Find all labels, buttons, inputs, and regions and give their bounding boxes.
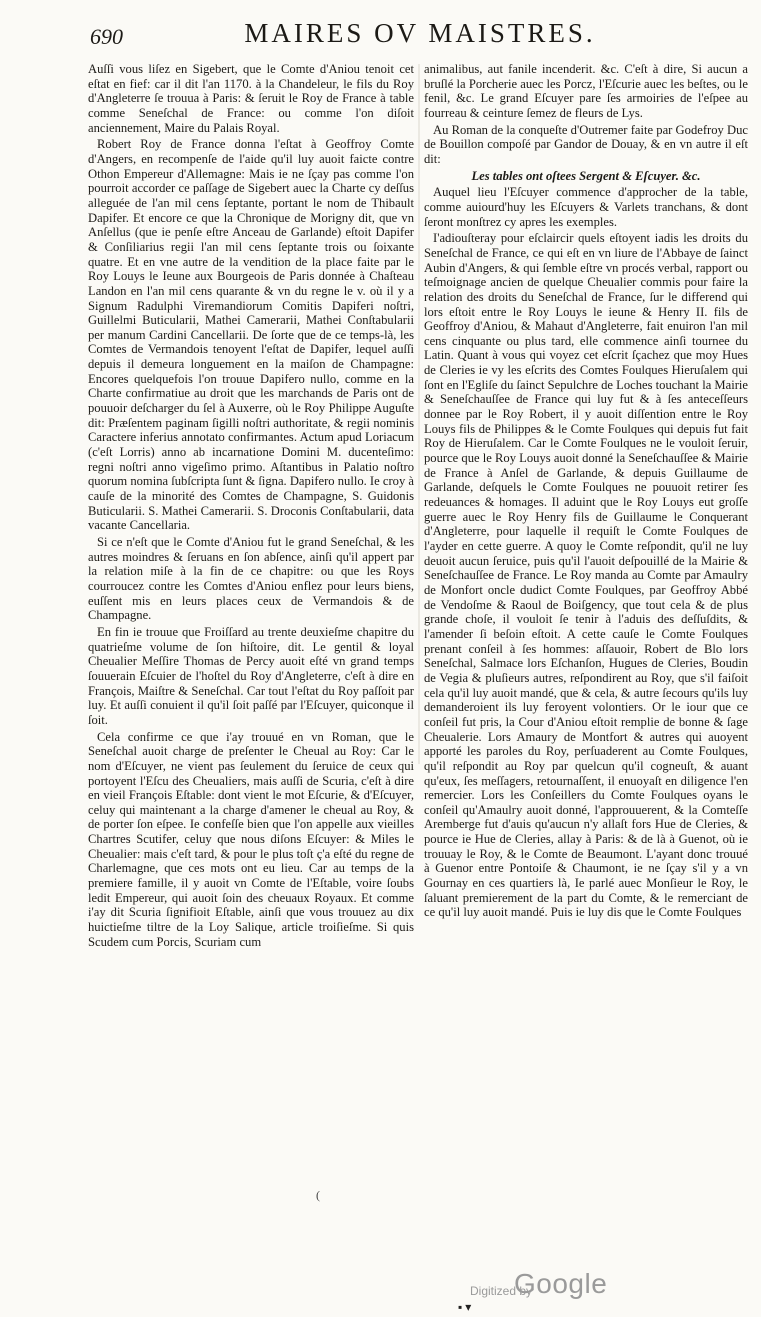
paragraph: Cela confirme ce que i'ay trouué en vn Roman, que le Seneſchal auoit charge de preſenter le Cheual au Roy: Car le nom d'Eſcuyer, ne vient pas ſeulement du ſeruice de ceux qui portoyent l'Eſcu des Cheualiers, mais auſſi de Scuria, c'eſt à dire en vieil François Eſtable: dont vient le mot Eſcurie, & d'Eſcuyer, celuy qui maintenant a la charge d'amener le cheual au Roy, & de porter ſon eſpee. Ie confeſſe bien que l'on appelle aux vieilles Chartres Scutifer, celuy que nous diſons Eſcuyer: & Miles le Cheualier: mais c'eſt tard, & pour le plus toſt ç'a eſté du regne de Charlemagne, que ces mots ont eu lieu. Car au temps de la premiere famille, il y auoit vn Comte de l'Eſtable, voire ſoubs ledit Empereur, qui auoit ſoin des cheuaux Royaux. Et comme i'ay dit Scuria ſignifioit Eſtable, ainſi que vous trouuez au dix huictieſme tiltre de la Loy Salique, article troiſieſme. Si quis Scudem cum Porcis, Scuriam cum [88, 729, 414, 949]
paragraph: Si ce n'eſt que le Comte d'Aniou fut le grand Seneſchal, & les autres moindres & ſeruans en ſon abſence, ainſi qu'il appert par la relation miſe à la fin de ce chapitre: ou que les Roys courroucez contre les Comtes d'Aniou enflez pour leurs biens, euſſent mis en leurs places ceux de Vermandois & de Champagne. [88, 535, 414, 623]
paragraph: Auquel lieu l'Eſcuyer commence d'approcher de la table, comme auiourd'huy les Eſcuyers & Varlets tranchans, & dont ſeront monſtrez cy apres les exemples. [424, 185, 748, 229]
paragraph: Robert Roy de France donna l'eſtat à Geoffroy Comte d'Angers, en recompenſe de l'aide qu'il luy auoit faicte contre Othon Empereur d'Allemagne: Mais ie ne ſçay pas comme l'on pourroit accorder ce paſſage de Sigebert auec la Charte cy deſſus alleguée de l'an mil cens ſeptante, portant le nom de Thibault Dapifer. Et encore ce que la Chronique de Morigny dit, que vn Anſellus (que ie penſe eſtre Anceau de Garlande) eſtoit Dapifer & Conſiliarius regii l'an mil cens ſeptante trois ou ſoixante quatre. Et en vne autre de la vendition de la place faite par le Roy Louys le Ieune aux Bourgeois de Paris donnée à Chaſteau Landon en l'an mil cens quarante & vn du regne le v. où il y a Signum Radulphi Viremandiorum Comitis Dapiferi noſtri, Guillelmi Buticularii, Mathei Camerarii, Mathei Conſtabularii per manum Cardini Cancellarii. De ſorte que de ce temps-là, les Comtes de Vermandois tenoyent l'eſtat de Dapifer, lequel auſſi depuis il demeura longuement en la maiſon de Champagne: Encores quelquefois l'on trouue Dapifero nullo, comme en la Charte confirmatiue au droit que les marchands de Paris ont de pouuoir deſcharger du ſel à Auxerre, où le Roy Philippe Auguſte dit: Præſentem paginam ſigilli noſtri authoritate, & regii nominis Caractere inferius annotato confirmantes. Actum apud Loriacum (c'eſt Lorris) anno ab incarnatione Domini M. ducenteſimo: regni noſtri anno vigeſimo primo. Aſtantibus in Palatio noſtro quorum nomina ſubſcripta ſunt & ſigna. Dapifero nullo. Ie croy à cauſe de la minorité des Comtes de Champagne, S. Guidonis Buticularii. S. Mathei Camerarii. S. Droconis Conſtabularii, data vacante Cancellaria. [88, 137, 414, 533]
verse-quote: Les tables ont oſtees Sergent & Eſcuyer. &c. [471, 168, 701, 183]
watermark-prefix: Digitized by [470, 1284, 533, 1298]
column-gutter [418, 64, 420, 764]
paragraph: En fin ie trouue que Froiſſard au trente deuxieſme chapitre du quatrieſme volume de ſon hiſtoire, dit. Le gentil & loyal Cheualier Meſſire Thomas de Percy auoit eſté vn grand temps ſouuerain Eſcuier de l'hoſtel du Roy d'Angleterre, c'eſt à dire en François, Maiſtre & Seneſchal. Car tout l'eſtat du Roy paſſoit par luy. Et auſſi conuient il qu'il ſoit paſſé par l'Eſcuyer, quiconque il ſoit. [88, 624, 414, 727]
page-number: 690 [90, 24, 123, 49]
page-header [90, 18, 750, 52]
right-column [424, 62, 748, 922]
paragraph: I'adiouſteray pour eſclaircir quels eſtoyent iadis les droits du Seneſchal de France, ce qui eſt en vn liure de l'Abbaye de ſainct Aubin d'Angers, & qui ſemble eſtre vn procés verbal, rapport ou teſmoignage ancien de quelque Cheualier commis pour faire la relation des droits du Seneſchal de France, ſur le differend qui lors eſtoit entre le Roy Louys le ieune & Henry II. fils de Geoffroy d'Aniou, & Mahaut d'Angleterre, fait enuiron l'an mil cens cinquante ou plus tard, elle commence ainſi tournee du Latin. Quant à vous qui voyez cet eſcrit ſçachez que moy Hues de Cleries ie vy les eſcrits des Comtes Foulques Hieruſalem qui ſont en l'Egliſe du ſainct Sepulchre de Loches touchant la Mairie & Seneſchauſſee de France qui luy fut & à ſes anteceſſeurs donnee par le Roy Robert, il y auoit diſſention entre le Roy Louys fils de Philippes & le Comte Foulques qui depuis fut fait Roy de Hieruſalem. Car le Comte Foulques ne le vouloit ſeruir, pource que le Roy Louys auoit donné la Seneſchauſſee & Mairie de France à Anſel de Garlande, & depuis Guillaume de Garlande, deſquels le Comte Foulques ne pouuoit retirer ſes redeuances & homages. Il aduint que le Roy Louys eut groſſe guerre auec le Roy Henry fils de Guillaume le Conquerant d'Angleterre, pour laquelle il requiſt le Comte Foulques de l'ayder en cette guerre. A quoy le Comte reſpondit, qu'il ne luy deuoit aucun ſeruice, puis qu'il l'auoit deſpouillé de la Mairie & Seneſchauſſee de France. Le Roy manda au Comte par Amaulry de Monfort oncle dudict Comte Foulques, par Geoffroy Abbé de Vendoſme & Raoul de Boiſgency, que tout cela & de plus grande choſe, il vouloit ſe tenir à l'aduis des deſſuſdits, & l'amender ſi beſoin eſtoit. A cette cauſe le Comte Foulques prenant conſeil à ſes hommes: aſſauoir, Robert de Blo lors Seneſchal, Salmace lors Eſchanſon, Hugues de Cleries, Boudin de Vegia & pluſieurs autres, reſpondirent au Roy, que s'il faiſoit cela qu'il luy auoit mandé, que & cela, & autre ſecours qu'ils luy demanderoient ils luy feroyent volontiers. Or le iour que ce conſeil fut pris, la Cour d'Aniou eſtoit remplie de bonne & ſage Cheualerie. Lors Amaury de Montfort & autres qui auoyent apporté les paroles du Roy, perſuaderent au Comte Foulques, qu'il reſpondit au Roy par quelcun qu'il cogneuſt, & auant qu'eux, ſes meſſagers, retournaſſent, il enuoyaſt en diligence l'en remercier. Lors les Conſeillers du Comte Foulques oyans le conſeil qu'Amaulry auoit donné, l'approuuerent, & la Comteſſe Aremberge fut d'auis qu'aucun n'y allaſt fors Hue de Cleries, & pource ie Hue de Cleries, allay à Paris: & de là à Guenot, où ie trouuay le Roy, & le Comte de Beaumont. L'ayant donc trouué à Guenor entre Pontoiſe & Chaumont, ie ne ſçay s'il y a vn Gournay en ces quartiers là, Ie parlé auec Monſieur le Roy, le ſaluant premierement de la part du Comte, & le remerciant de ce qu'il luy auoit mandé. Puis ie luy dis que le Comte Foulques [424, 231, 749, 920]
google-watermark-logo: Google [514, 1268, 608, 1299]
ink-mark: ( [316, 1188, 320, 1202]
paragraph: Auſſi vous liſez en Sigebert, que le Comte d'Aniou tenoit cet eſtat en fief: car il dit l'an 1170. à la Chandeleur, le fils du Roy d'Angleterre ſe trouua à Paris: & ſeruit le Roy de France à table comme Seneſchal de France: ou comme l'on diſoit anciennement, Maire du Palais Royal. [88, 62, 414, 135]
running-title: MAIRES OV MAISTRES. [244, 18, 596, 48]
left-column [88, 62, 414, 951]
paragraph: animalibus, aut fanile incenderit. &c. C'eſt à dire, Si aucun a bruſlé la Porcherie auec les Porcz, l'Eſcurie auec les beſtes, ou le fenil, &c. Le grand Eſcuyer pare ſes armoiries de l'eſpee au fourreau & ceinture ſemez de fleurs de Lys. [424, 62, 748, 120]
paragraph: Au Roman de la conqueſte d'Outremer faite par Godefroy Duc de Bouillon compoſé par Gandor de Douay, & en vn autre il eſt dit: [424, 122, 748, 166]
ink-mark: ▪ ▾ [458, 1300, 472, 1314]
